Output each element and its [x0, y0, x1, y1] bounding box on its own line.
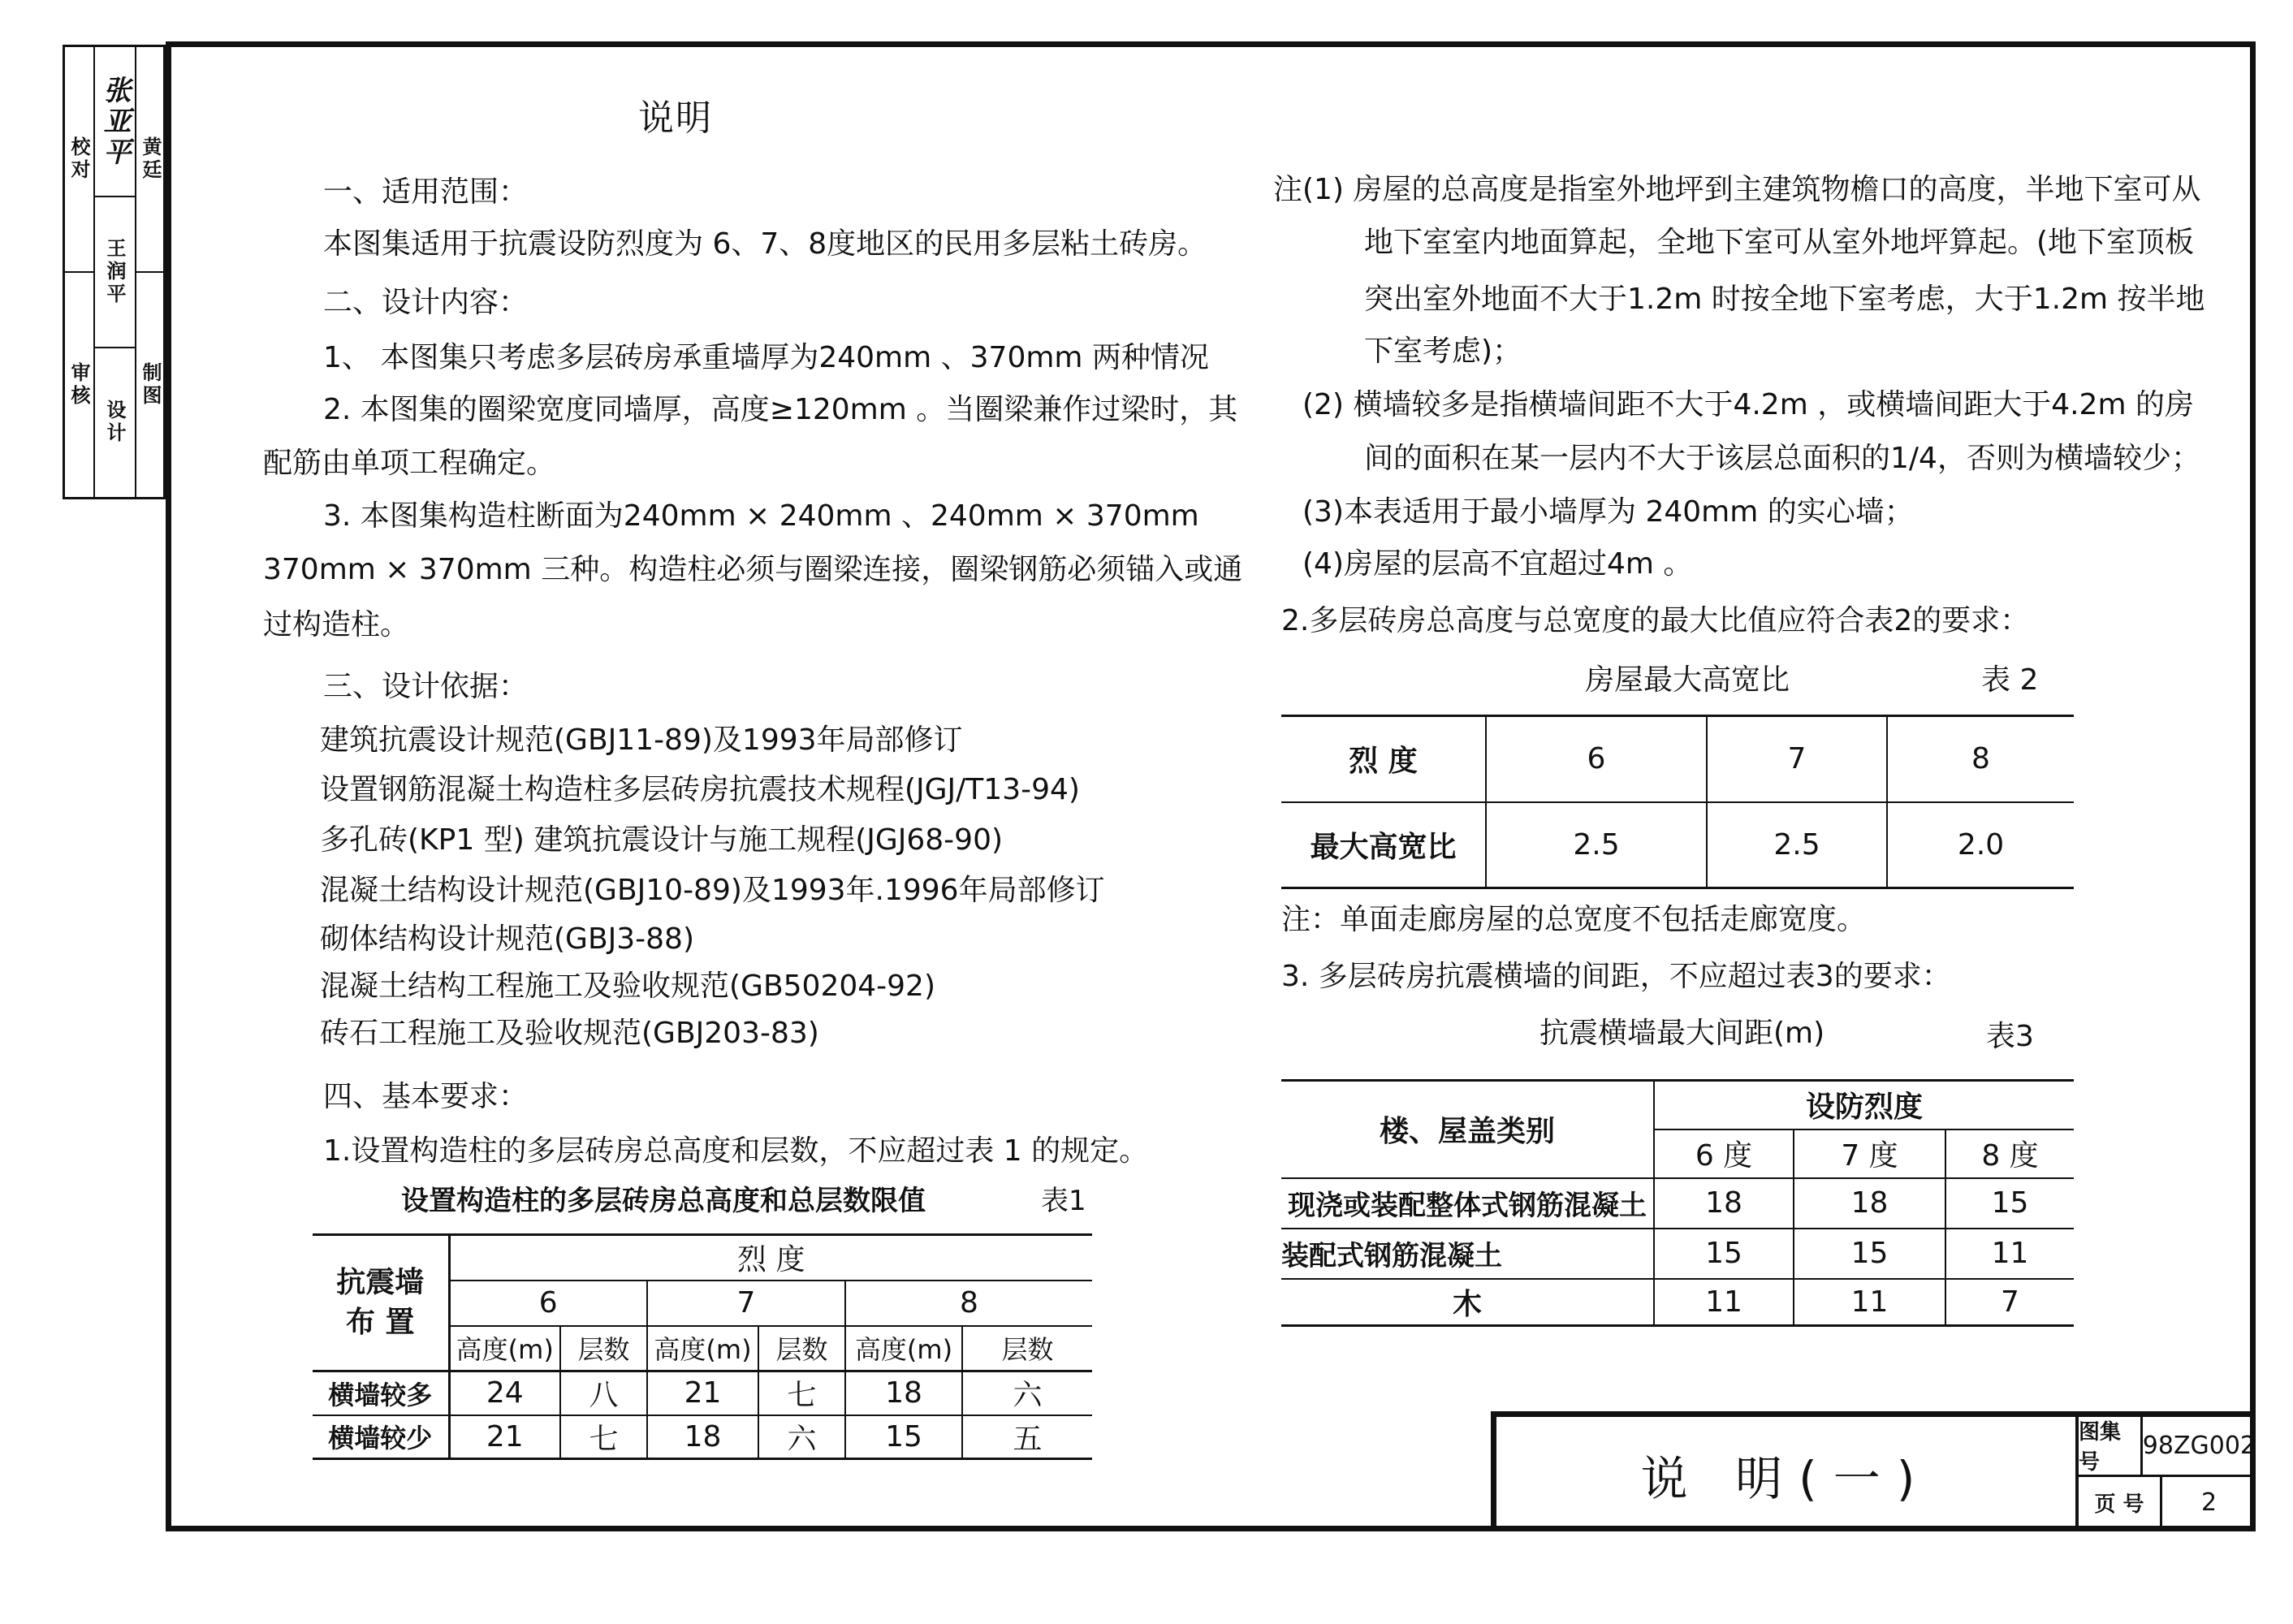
note-item: 突出室外地面不大于1.2m 时按全地下室考虑，大于1.2m 按半地: [1364, 283, 2205, 316]
table-cell: 高度(m): [647, 1326, 758, 1371]
note-item: 间的面积在某一层内不大于该层总面积的1/4，否则为横墙较少；: [1364, 442, 2200, 475]
table-number: 表3: [1986, 1020, 2034, 1053]
table-cell: 21: [449, 1415, 560, 1459]
table-note: 注：单面走廊房屋的总宽度不包括走廊宽度。: [1281, 903, 1867, 936]
signature: 张亚平: [95, 47, 135, 197]
title-block-info: [2079, 1417, 2256, 1531]
section-heading: 二、设计内容：: [323, 286, 529, 319]
note-prefix: 注: [1273, 173, 1303, 206]
table-cell: 8: [1887, 716, 2074, 802]
table-cell: 高度(m): [845, 1326, 962, 1371]
paragraph: 370mm × 370mm 三种。构造柱必须与圈梁连接，圈梁钢筋必须锚入或通: [263, 553, 1243, 586]
table-cell: 11: [1654, 1279, 1794, 1326]
table-cell: 15: [1654, 1229, 1794, 1279]
table-cell: 15: [1945, 1178, 2074, 1229]
note-item: (4)房屋的层高不宜超过4m 。: [1302, 547, 1693, 581]
stamp-cell: 王润平: [95, 197, 135, 348]
reference-item: 设置钢筋混凝土构造柱多层砖房抗震技术规程(JGJ/T13-94): [320, 773, 1080, 806]
atlas-row: [2079, 1417, 2256, 1477]
table-row-header: [313, 1235, 449, 1371]
page-label: 页 号: [2079, 1475, 2162, 1532]
table-2: [1281, 715, 2074, 889]
table-cell: 18: [845, 1371, 962, 1415]
table-cell: 8: [845, 1281, 1092, 1326]
reference-item: 多孔砖(KP1 型) 建筑抗震设计与施工规程(JGJ68-90): [320, 823, 1004, 857]
table-cell: 最大高宽比: [1281, 802, 1486, 888]
stamp-column: [95, 47, 136, 497]
title-block: [1491, 1411, 2256, 1531]
section-heading: 一、适用范围：: [323, 175, 529, 209]
section-heading: 四、基本要求：: [323, 1080, 529, 1113]
table-row: [1281, 1279, 2074, 1326]
note-item: 下室考虑)；: [1364, 335, 1522, 368]
table-cell: 6 度: [1654, 1129, 1794, 1178]
table-cell: 18: [647, 1415, 758, 1459]
table-cell: 层数: [962, 1326, 1092, 1371]
table-cell: 21: [647, 1371, 758, 1415]
table-cell: 烈 度: [1281, 716, 1486, 802]
stamp-cell: 制图: [139, 362, 162, 408]
table-cell: 2.0: [1887, 802, 2074, 888]
table-row: [1281, 1229, 2074, 1279]
paragraph: 3. 多层砖房抗震横墙的间距，不应超过表3的要求：: [1281, 960, 1951, 993]
table-cell: 18: [1794, 1178, 1945, 1229]
table-cell: 8 度: [1945, 1129, 2074, 1178]
table-number: 表 2: [1981, 663, 2039, 697]
stamp-column: [136, 47, 165, 497]
table-cell: 六: [962, 1371, 1092, 1415]
table-cell: 烈 度: [449, 1235, 1092, 1281]
stamp-cell: 审核: [67, 362, 90, 408]
paragraph: 配筋由单项工程确定。: [263, 447, 556, 480]
stamp-column: [65, 47, 95, 497]
note-item: (2) 横墙较多是指横墙间距不大于4.2m ，或横墙间距大于4.2m 的房: [1302, 388, 2194, 421]
note-item: 地下室室内地面算起，全地下室可从室外地坪算起。(地下室顶板: [1364, 226, 2195, 259]
reference-item: 混凝土结构设计规范(GBJ10-89)及1993年.1996年局部修订: [320, 874, 1105, 907]
table-cell: 11: [1945, 1229, 2074, 1279]
note-item: (3)本表适用于最小墙厚为 240mm 的实心墙；: [1302, 495, 1914, 529]
sheet-title: 说 明(一): [1640, 1450, 1932, 1506]
table-row: [313, 1415, 1092, 1459]
table-caption: 房屋最大高宽比: [1585, 663, 1790, 697]
note-item: (1) 房屋的总高度是指室外地坪到主建筑物檐口的高度，半地下室可从: [1302, 173, 2201, 206]
reference-item: 砖石工程施工及验收规范(GBJ203-83): [320, 1017, 819, 1050]
table-cell: 八: [560, 1371, 647, 1415]
table-cell: 15: [1794, 1229, 1945, 1279]
table-cell: 设防烈度: [1654, 1081, 2074, 1129]
table-cell: 15: [845, 1415, 962, 1459]
table-cell: 2.5: [1707, 802, 1887, 888]
table-cell: 木: [1281, 1279, 1654, 1326]
table-cell: 6: [449, 1281, 647, 1326]
section-heading: 三、设计依据：: [323, 670, 529, 703]
table-caption: 抗震横墙最大间距(m): [1539, 1017, 1825, 1050]
table-cell: 层数: [560, 1326, 647, 1371]
approval-stamp: [63, 45, 166, 499]
table-cell: 层数: [758, 1326, 845, 1371]
table-cell: 布 置: [345, 1305, 415, 1339]
atlas-number: 98ZG002: [2142, 1431, 2256, 1460]
paragraph: 2.多层砖房总高度与总宽度的最大比值应符合表2的要求：: [1281, 604, 2030, 637]
table-cell: 七: [560, 1415, 647, 1459]
table-cell: 24: [449, 1371, 560, 1415]
table-cell: 7 度: [1794, 1129, 1945, 1178]
paragraph: 本图集适用于抗震设防烈度为 6、7、8度地区的民用多层粘土砖房。: [323, 227, 1207, 261]
table-caption: 设置构造柱的多层砖房总高度和总层数限值: [401, 1185, 926, 1217]
paragraph: 3. 本图集构造柱断面为240mm × 240mm 、240mm × 370mm: [323, 499, 1199, 533]
stamp-cell: 校对: [65, 47, 93, 273]
table-cell: 高度(m): [449, 1326, 560, 1371]
page-row: [2079, 1475, 2256, 1532]
table-cell: 横墙较多: [313, 1371, 449, 1415]
table-cell: 装配式钢筋混凝土: [1281, 1229, 1654, 1279]
table-cell: 18: [1654, 1178, 1794, 1229]
table-cell: 11: [1794, 1279, 1945, 1326]
table-cell: 7: [1945, 1279, 2074, 1326]
paragraph: 1、 本图集只考虑多层砖房承重墙厚为240mm 、370mm 两种情况: [323, 341, 1209, 374]
table-cell: 现浇或装配整体式钢筋混凝土: [1281, 1178, 1654, 1229]
table-cell: 7: [1707, 716, 1887, 802]
table-cell: 7: [647, 1281, 845, 1326]
table-cell: 楼、屋盖类别: [1281, 1081, 1654, 1178]
table-cell: 2.5: [1486, 802, 1707, 888]
stamp-cell: 设计: [103, 400, 126, 446]
reference-item: 混凝土结构工程施工及验收规范(GB50204-92): [320, 970, 936, 1003]
table-cell: 抗震墙: [336, 1265, 425, 1299]
table-row: [1281, 802, 2074, 888]
stamp-cell: 黄廷: [136, 47, 165, 273]
table-number: 表1: [1041, 1185, 1086, 1217]
table-cell: 六: [758, 1415, 845, 1459]
table-row: [313, 1371, 1092, 1415]
table-cell: 横墙较少: [313, 1415, 449, 1459]
reference-item: 建筑抗震设计规范(GBJ11-89)及1993年局部修订: [320, 723, 963, 757]
table-row: [1281, 1178, 2074, 1229]
table-1: [313, 1233, 1092, 1460]
page-number: 2: [2200, 1488, 2217, 1518]
table-cell: 七: [758, 1371, 845, 1415]
atlas-label: 图集号: [2079, 1417, 2143, 1475]
page-title: 说明: [638, 97, 713, 139]
table-cell: 五: [962, 1415, 1092, 1459]
table-cell: 6: [1486, 716, 1707, 802]
paragraph: 1.设置构造柱的多层砖房总高度和层数，不应超过表 1 的规定。: [323, 1134, 1149, 1168]
paragraph: 过构造柱。: [263, 608, 410, 641]
paragraph: 2. 本图集的圈梁宽度同墙厚，高度≥120mm 。当圈梁兼作过梁时，其: [323, 393, 1238, 426]
table-3: [1281, 1079, 2074, 1327]
reference-item: 砌体结构设计规范(GBJ3-88): [320, 922, 695, 956]
